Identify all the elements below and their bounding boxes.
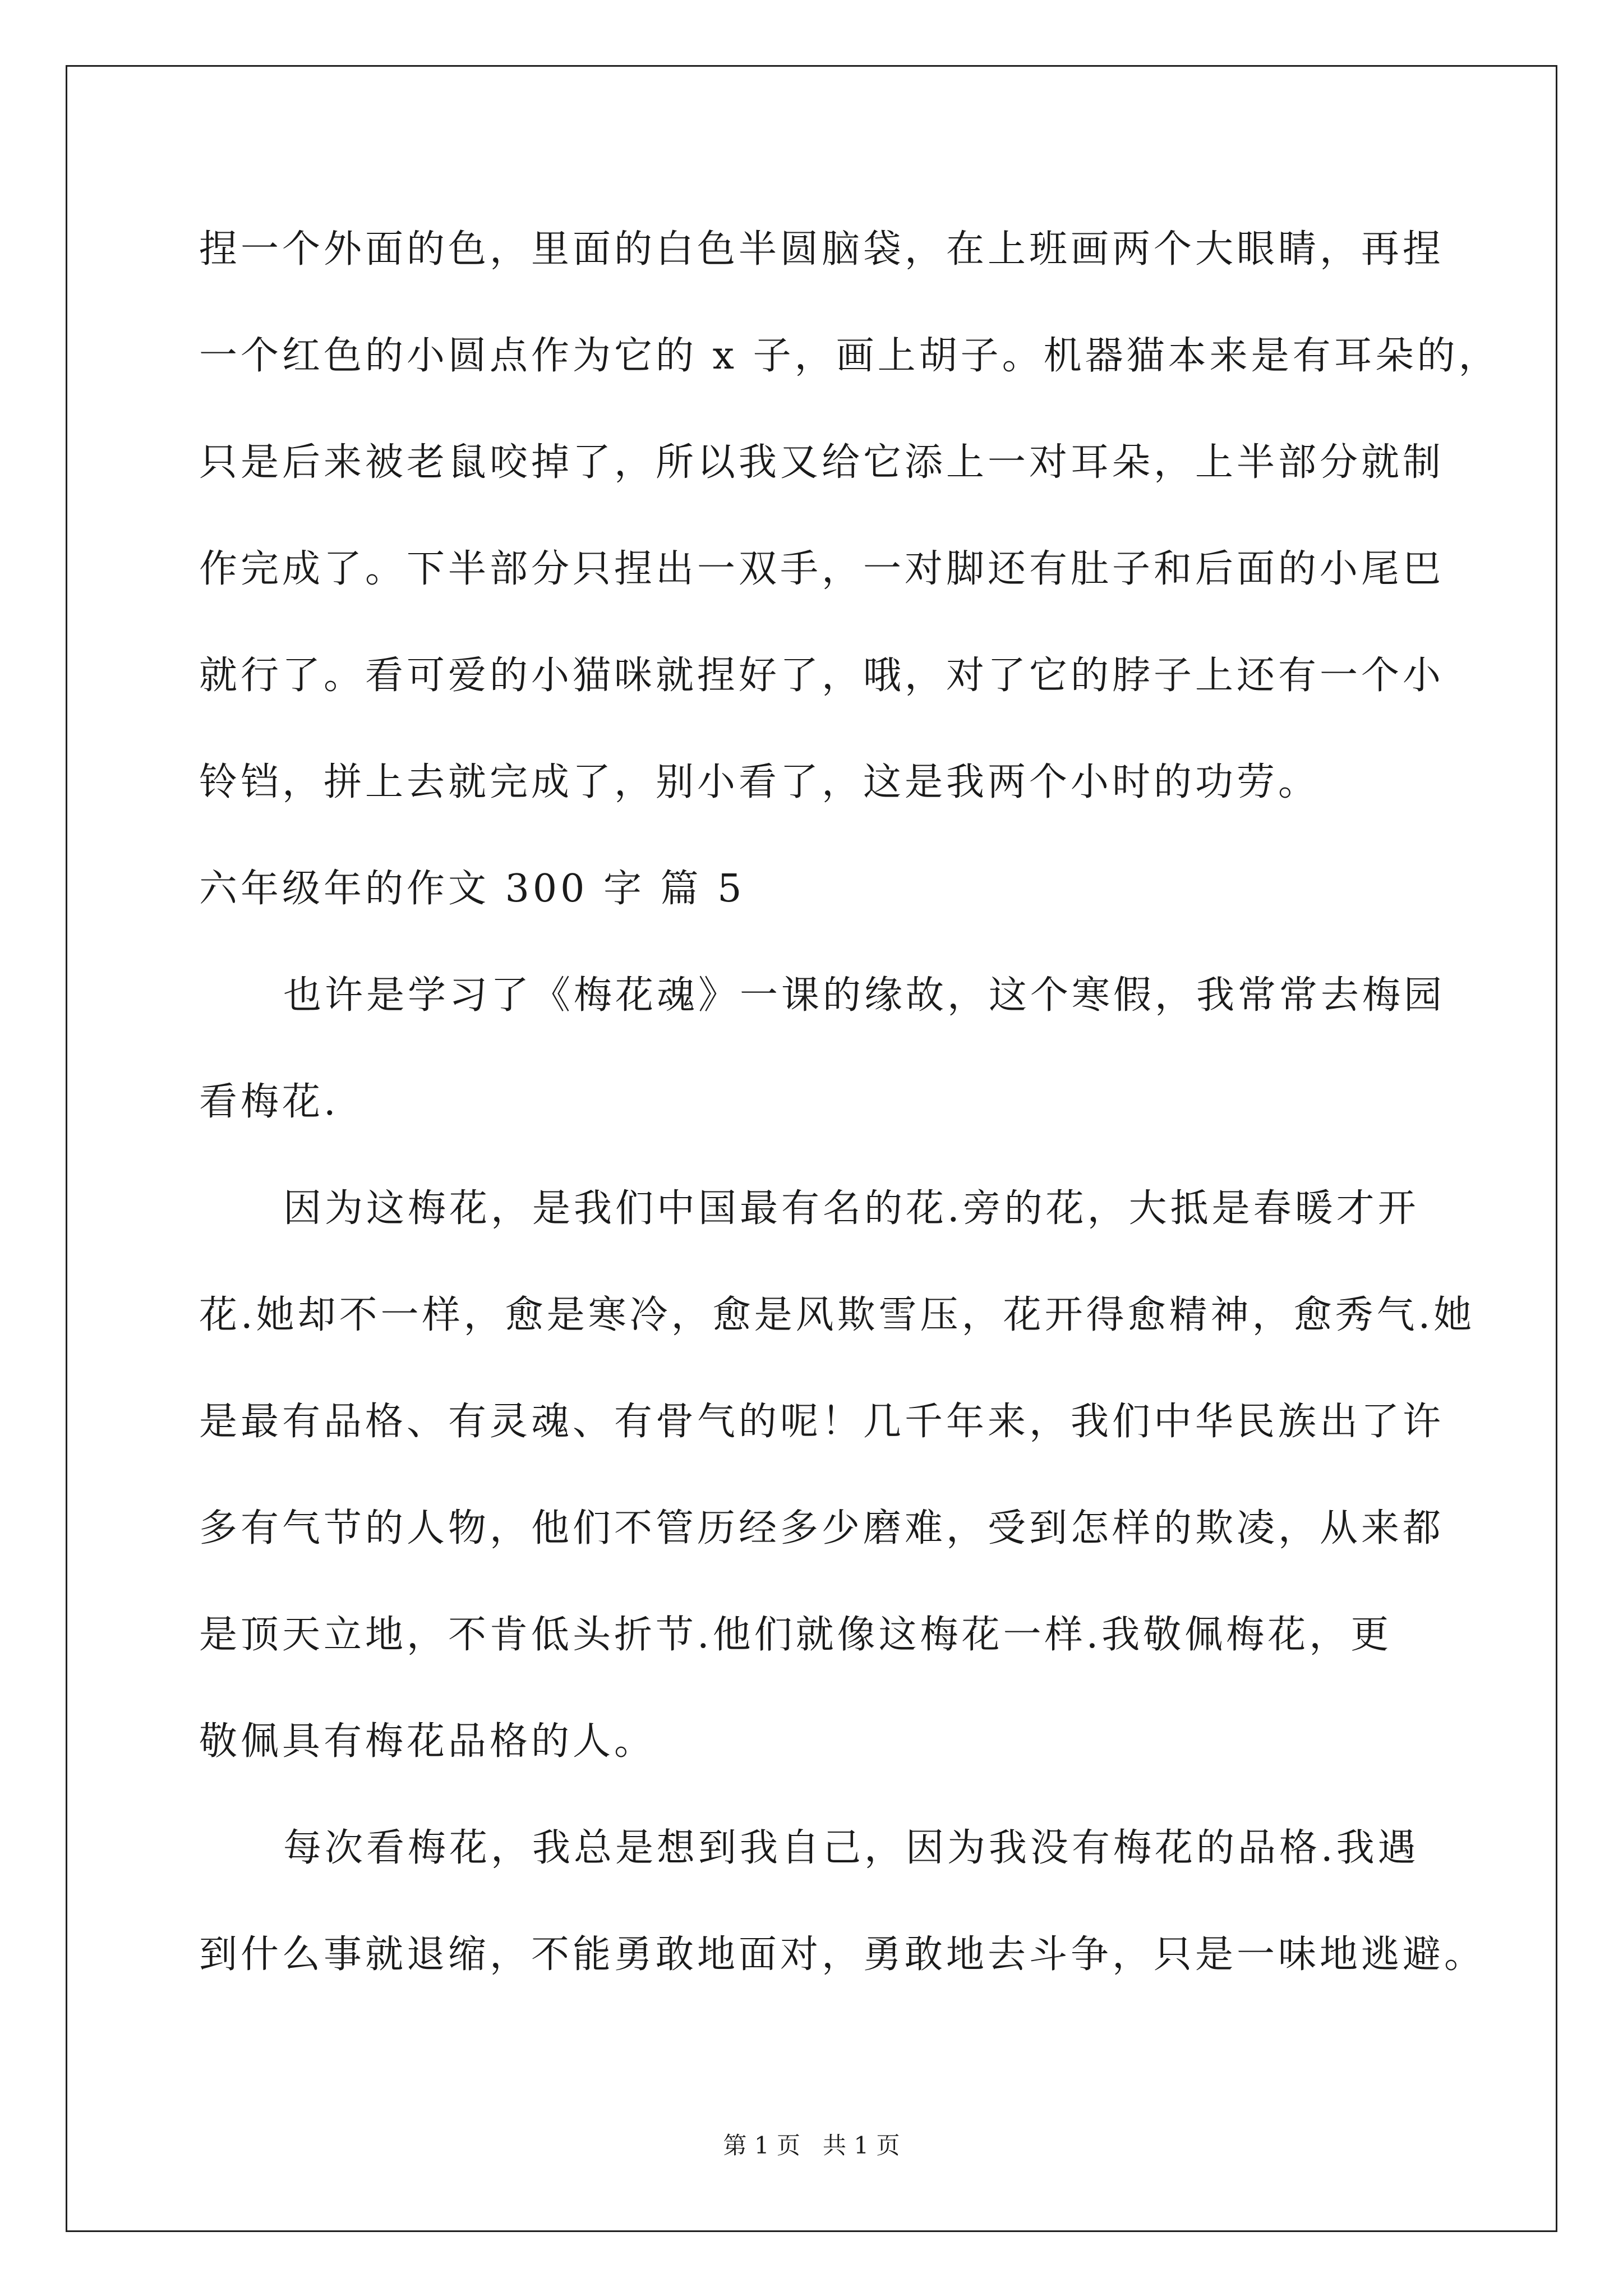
- text-line: 每次看梅花，我总是想到我自己，因为我没有梅花的品格.我遇: [283, 1826, 1419, 1870]
- text-line: 看梅花.: [199, 1080, 339, 1124]
- text-line: 一个红色的小圆点作为它的 x 子，画上胡子。机器猫本来是有耳朵的，: [199, 334, 1500, 378]
- text-line: 捏一个外面的色，里面的白色半圆脑袋，在上班画两个大眼睛，再捏: [199, 227, 1445, 272]
- page-border: [66, 65, 1557, 2232]
- section-heading: 六年级年的作文 300 字 篇 5: [199, 867, 745, 911]
- text-line: 因为这梅花，是我们中国最有名的花.旁的花，大抵是春暖才开: [283, 1186, 1419, 1231]
- text-line: 只是后来被老鼠咬掉了，所以我又给它添上一对耳朵，上半部分就制: [199, 440, 1445, 485]
- page-footer: 第 1 页 共 1 页: [723, 2132, 900, 2159]
- text-line: 多有气节的人物，他们不管历经多少磨难，受到怎样的欺凌，从来都: [199, 1506, 1445, 1550]
- text-line: 铃铛，拼上去就完成了，别小看了，这是我两个小时的功劳。: [199, 760, 1320, 804]
- text-line: 花.她却不一样，愈是寒冷，愈是风欺雪压，花开得愈精神，愈秀气.她: [199, 1293, 1476, 1337]
- text-line: 就行了。看可爱的小猫咪就捏好了，哦，对了它的脖子上还有一个小: [199, 654, 1445, 698]
- text-line: 也许是学习了《梅花魂》一课的缘故，这个寒假，我常常去梅园: [283, 973, 1446, 1018]
- text-line: 敬佩具有梅花品格的人。: [199, 1719, 656, 1764]
- text-line: 到什么事就退缩，不能勇敢地面对，勇敢地去斗争，只是一味地逃避。: [199, 1932, 1486, 1977]
- text-line: 作完成了。下半部分只捏出一双手，一对脚还有肚子和后面的小尾巴: [199, 547, 1445, 591]
- text-line: 是最有品格、有灵魂、有骨气的呢！几千年来，我们中华民族出了许: [199, 1400, 1445, 1444]
- text-line: 是顶天立地，不肯低头折节.他们就像这梅花一样.我敬佩梅花，更: [199, 1613, 1393, 1657]
